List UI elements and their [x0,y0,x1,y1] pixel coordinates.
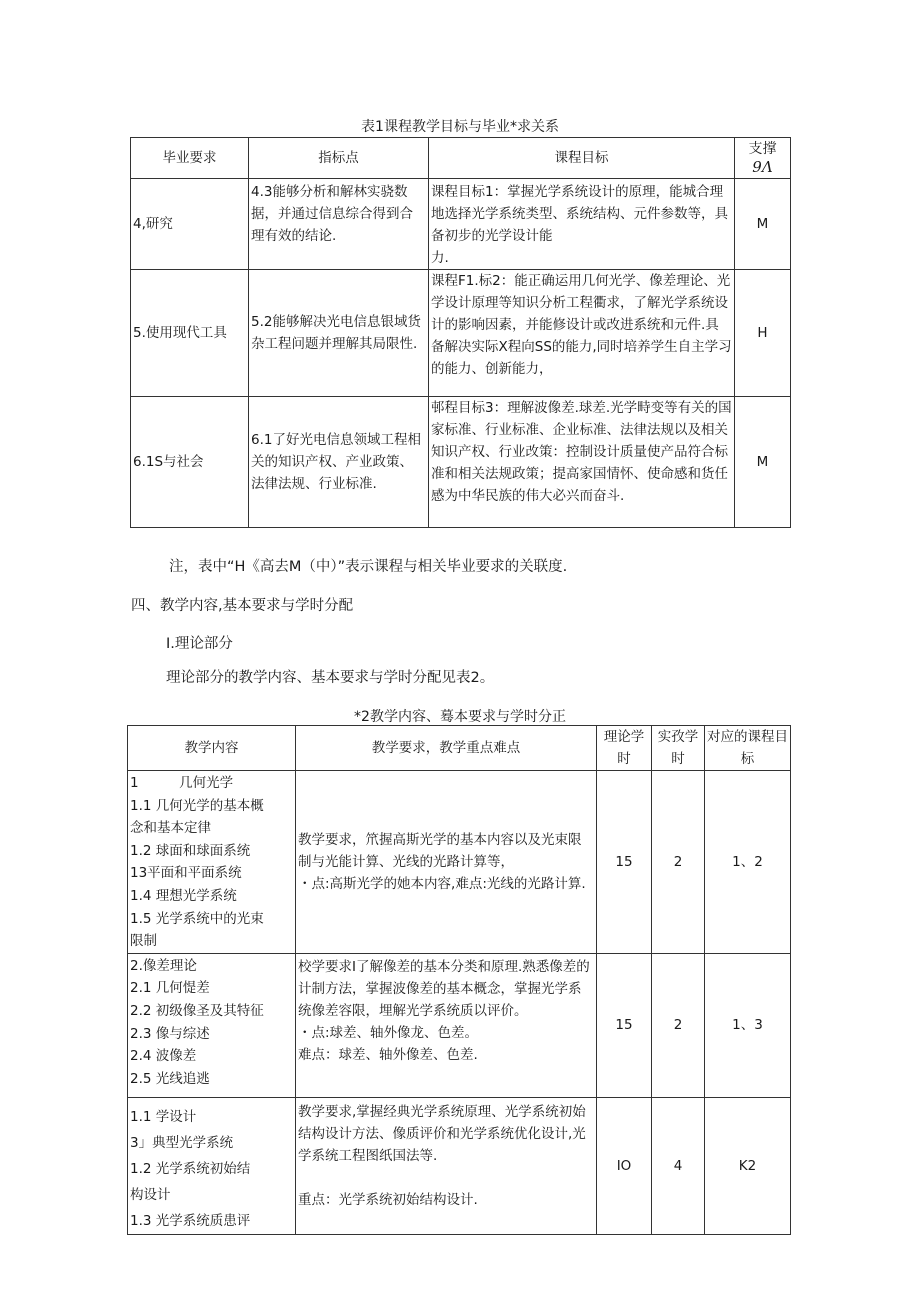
list-item: 构设计 [130,1186,171,1203]
table2-header-practice-hours: 实孜学时 [652,726,705,771]
table1-header-support [735,138,791,179]
theory-hours-cell: 15 [597,953,652,1097]
list-item: 1.5 光学系统中的光束 [130,910,264,927]
table2-header-row [128,726,791,771]
section-heading: 四、教学内容,基本要求与学时分配 [131,598,354,614]
support-header-line1: 支撑 [748,141,777,157]
practice-hours-cell: 2 [652,953,705,1097]
support-cell: M [735,397,791,528]
list-item: 3」典型光学系统 [130,1134,234,1151]
table1-header-requirement: 毕业要求 [131,138,249,179]
goal-cell: 邨程目标3：理解波像差.球差.光学畤变等有关的国家标准、行业标准、企业标准、法律法规以及相关知识产权、行业改策：控制设计质量使产品符合标准和相关法规政策；提高家国情怀、使命感和货任感为中华民族的伟大必兴而奋斗. [429,397,735,528]
theory-hours-cell: IO [597,1097,652,1234]
theory-hours-cell: 15 [597,771,652,954]
list-item: 1.1 学设计 [130,1108,197,1125]
course-goal-cell: 1、2 [705,771,791,954]
goal-cell: 课程目标1：掌握光学系统设计的原理，能城合理地选择光学系统类型、系统结构、元件参数等，具备初步的光学设计能 力. [429,179,735,270]
list-item: 1.2 球面和球面系统 [130,842,251,859]
list-item: 1 几何光学 [130,775,234,791]
list-item: 2.像差理论 [130,957,197,974]
list-item: 限制 [130,933,157,950]
list-item: 2.4 波像差 [130,1048,197,1065]
requirements-cell: 校学要求I了解像差的基本分类和原理.熟悉像差的计制方法，掌握波像差的基本概念，掌握光学系统像差容限，埋解光学系统质以评价。 ・点:球差、轴外像龙、色差。 难点：球差、轴外像差、色差. [296,953,597,1097]
table1-caption: 表1课程教学目标与毕业*求关系 [361,119,559,135]
content-cell [128,1097,296,1234]
list-item: 2.1 几何惿差 [130,980,210,997]
requirement-cell: 5.使用现代工具 [131,270,249,397]
list-item: 1.1 几何光学的基本概 [130,797,264,814]
list-item: 念和基本定律 [130,820,211,837]
support-header-line2: 9Λ [752,158,773,176]
list-item: 13平面和平面系统 [130,865,242,882]
goal-cell: 课程F1.标2：能正确运用几何光学、像差理论、光学设计原理等知识分析工程衢求，了解光学系统设计的影响因素，并能修设计或改进系统和元件.具备解决实际X程向SS的能力,同时培养学生自主学习的能力、创新能力， [429,270,735,397]
table2-header-course-goal: 对应的课程目标 [705,726,791,771]
practice-hours-cell: 2 [652,771,705,954]
list-item: 2.5 光线追逃 [130,1070,210,1087]
table1-header-indicator: 指标点 [249,138,429,179]
indicator-cell: 5.2能够解决光电信息银域货杂工程问题并理解其局限性. [249,270,429,397]
subsection-heading: I.理论部分 [166,636,233,652]
table2-header-theory-hours: 理论学时 [597,726,652,771]
list-item: 2.2 初级像圣及其特征 [130,1002,264,1019]
paragraph: 理论部分的教学内容、基本要求与学时分配见表2。 [166,670,495,686]
content-cell [128,953,296,1097]
course-goal-cell: 1、3 [705,953,791,1097]
support-cell: H [735,270,791,397]
requirement-cell: 6.1S与社会 [131,397,249,528]
list-item: 2.3 像与综述 [130,1025,210,1042]
table-row [128,953,791,1097]
table2-header-requirements: 教学要求，教学重点难点 [296,726,597,771]
table-row [131,270,791,397]
requirement-cell: 4,研究 [131,179,249,270]
table2-header-content: 教学内容 [128,726,296,771]
support-cell: M [735,179,791,270]
table2 [127,725,791,1235]
table2-caption: *2教学内容、蓦本要求与学时分正 [354,709,566,725]
course-goal-cell: K2 [705,1097,791,1234]
table1-header-goal: 课程目标 [429,138,735,179]
table-row [128,1097,791,1234]
content-cell [128,771,296,954]
indicator-cell: 4.3能够分析和解林实骁数据，并通过信息综合得到合理有效的结论. [249,179,429,270]
table-note: 注，表中“H《高去M（中）”表示课程与相关毕业要求的关联度. [169,559,568,575]
table-row [131,397,791,528]
table1-header-row [131,138,791,179]
list-item: 1.2 光学系统初始结 [130,1160,251,1177]
indicator-cell: 6.1了好光电信息领域工程相关的知识产权、产业政策、法律法规、行业标准. [249,397,429,528]
list-item: 1.4 理想光学系统 [130,887,237,904]
requirements-cell: 教学要求,掌握经典光学系统原理、光学系统初始结构设计方法、像质评价和光学系统优化设计,光学系统工程图纸国法等. 重点：光学系统初始结构设计. [296,1097,597,1234]
practice-hours-cell: 4 [652,1097,705,1234]
table1 [130,137,791,528]
requirements-cell: 教学要求，笊握高斯光学的基本内容以及光束限制与光能计算、光线的光路计算等， ・点:高斯光学的她本内容,难点:光线的光路计算. [296,771,597,954]
table-row [128,771,791,954]
table-row [131,179,791,270]
list-item: 1.3 光学系统质患评 [130,1212,251,1229]
